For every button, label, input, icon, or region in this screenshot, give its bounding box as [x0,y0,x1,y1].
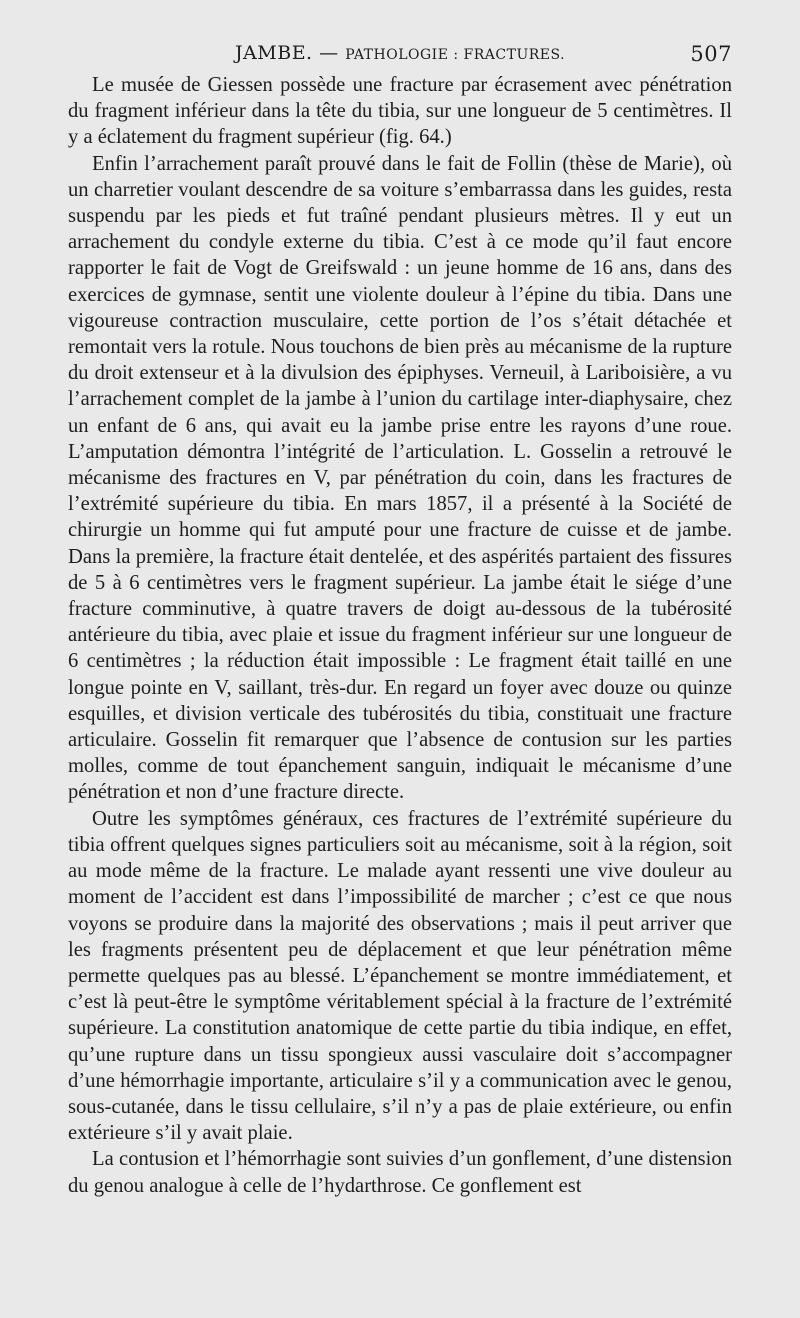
paragraph-4: La contusion et l’hémorrhagie sont suivies d’un gonflement, d’une distension du genou analogue à celle de l’hydarthrose. Ce gonflement est [68,1148,732,1197]
paragraph-3: Outre les symptômes généraux, ces fractures de l’extrémité supérieure du tibia offrent quelques signes particuliers soit au mécanisme, soit à la région, soit au mode même de la fracture. Le malade ayant ressenti une vive douleur au moment de l’accident est dans l’impossibilité de marcher ; c’est ce que nous voyons se produire dans la majorité des observations ; mais il peut arriver que les fragments présentent peu de déplacement et que leur pénétration même permette quelques pas au blessé. L’épanchement se montre immédiatement, et c’est là peut-être le symptôme véritablement spécial à la fracture de l’extrémité supérieure. La constitution anatomique de cette partie du tibia indique, en effet, qu’une rupture dans un tissu spongieux aussi vasculaire doit s’accompagner d’une hémorrhagie importante, articulaire s’il y a communication avec le genou, sous-cutanée, dans le tissu cellulaire, s’il n’y a pas de plaie extérieure, ou enfin extérieure s’il y avait plaie. [68,807,732,1145]
running-title-dash: — [312,42,346,64]
running-title-main: JAMBE. [234,42,313,64]
body-text [68,72,732,1199]
running-title-rest: PATHOLOGIE : FRACTURES. [345,47,566,63]
running-title [68,42,732,64]
paragraph-1: Le musée de Giessen possède une fracture par écrasement avec pénétration du fragment inférieur dans la tête du tibia, sur une longueur de 5 centimètres. Il y a éclatement du fragment supérieur (fig. 64.) [68,74,732,149]
paragraph-2: Enfin l’arrachement paraît prouvé dans le fait de Follin (thèse de Marie), où un charretier voulant descendre de sa voiture s’embarrassa dans les guides, resta suspendu par les pieds et fut traîné pendant plusieurs mètres. Il y eut un arrachement du condyle externe du tibia. C’est à ce mode qu’il faut encore rapporter le fait de Vogt de Greifswald : un jeune homme de 16 ans, dans des exercices de gymnase, sentit une violente douleur à l’épine du tibia. Dans une vigoureuse contraction musculaire, cette portion de l’os s’était détachée et remontait vers la rotule. Nous touchons de bien près au mécanisme de la rupture du droit extenseur et à la divulsion des épiphyses. Verneuil, à Lariboisière, a vu l’arrachement complet de la jambe à l’union du cartilage inter-diaphysaire, chez un enfant de 6 ans, qui avait eu la jambe prise entre les rayons d’une roue. L’amputation démontra l’intégrité de l’articulation. L. Gosselin a retrouvé le mécanisme des fractures en V, par pénétration du coin, dans les fractures de l’extrémité supérieure du tibia. En mars 1857, il a présenté à la Société de chirurgie un homme qui fut amputé pour une fracture de cuisse et de jambe. Dans la première, la fracture était dentelée, et des aspérités partaient des fissures de 5 à 6 centimètres vers le fragment supérieur. La jambe était le siége d’une fracture comminutive, à quatre travers de doigt au-dessous de la tubérosité antérieure du tibia, avec plaie et issue du fragment inférieur sur une longueur de 6 centimètres ; la réduction était impossible : Le fragment était taillé en une longue pointe en V, saillant, très-dur. En regard un foyer avec douze ou quinze esquilles, et division verticale des tubérosités du tibia, constituait une fracture articulaire. Gosselin fit remarquer que l’absence de contusion sur les parties molles, comme de tout épanchement sanguin, indiquait le mécanisme d’une pénétration et non d’une fracture directe. [68,152,732,804]
page-number: 507 [690,42,732,66]
running-head [68,42,732,72]
